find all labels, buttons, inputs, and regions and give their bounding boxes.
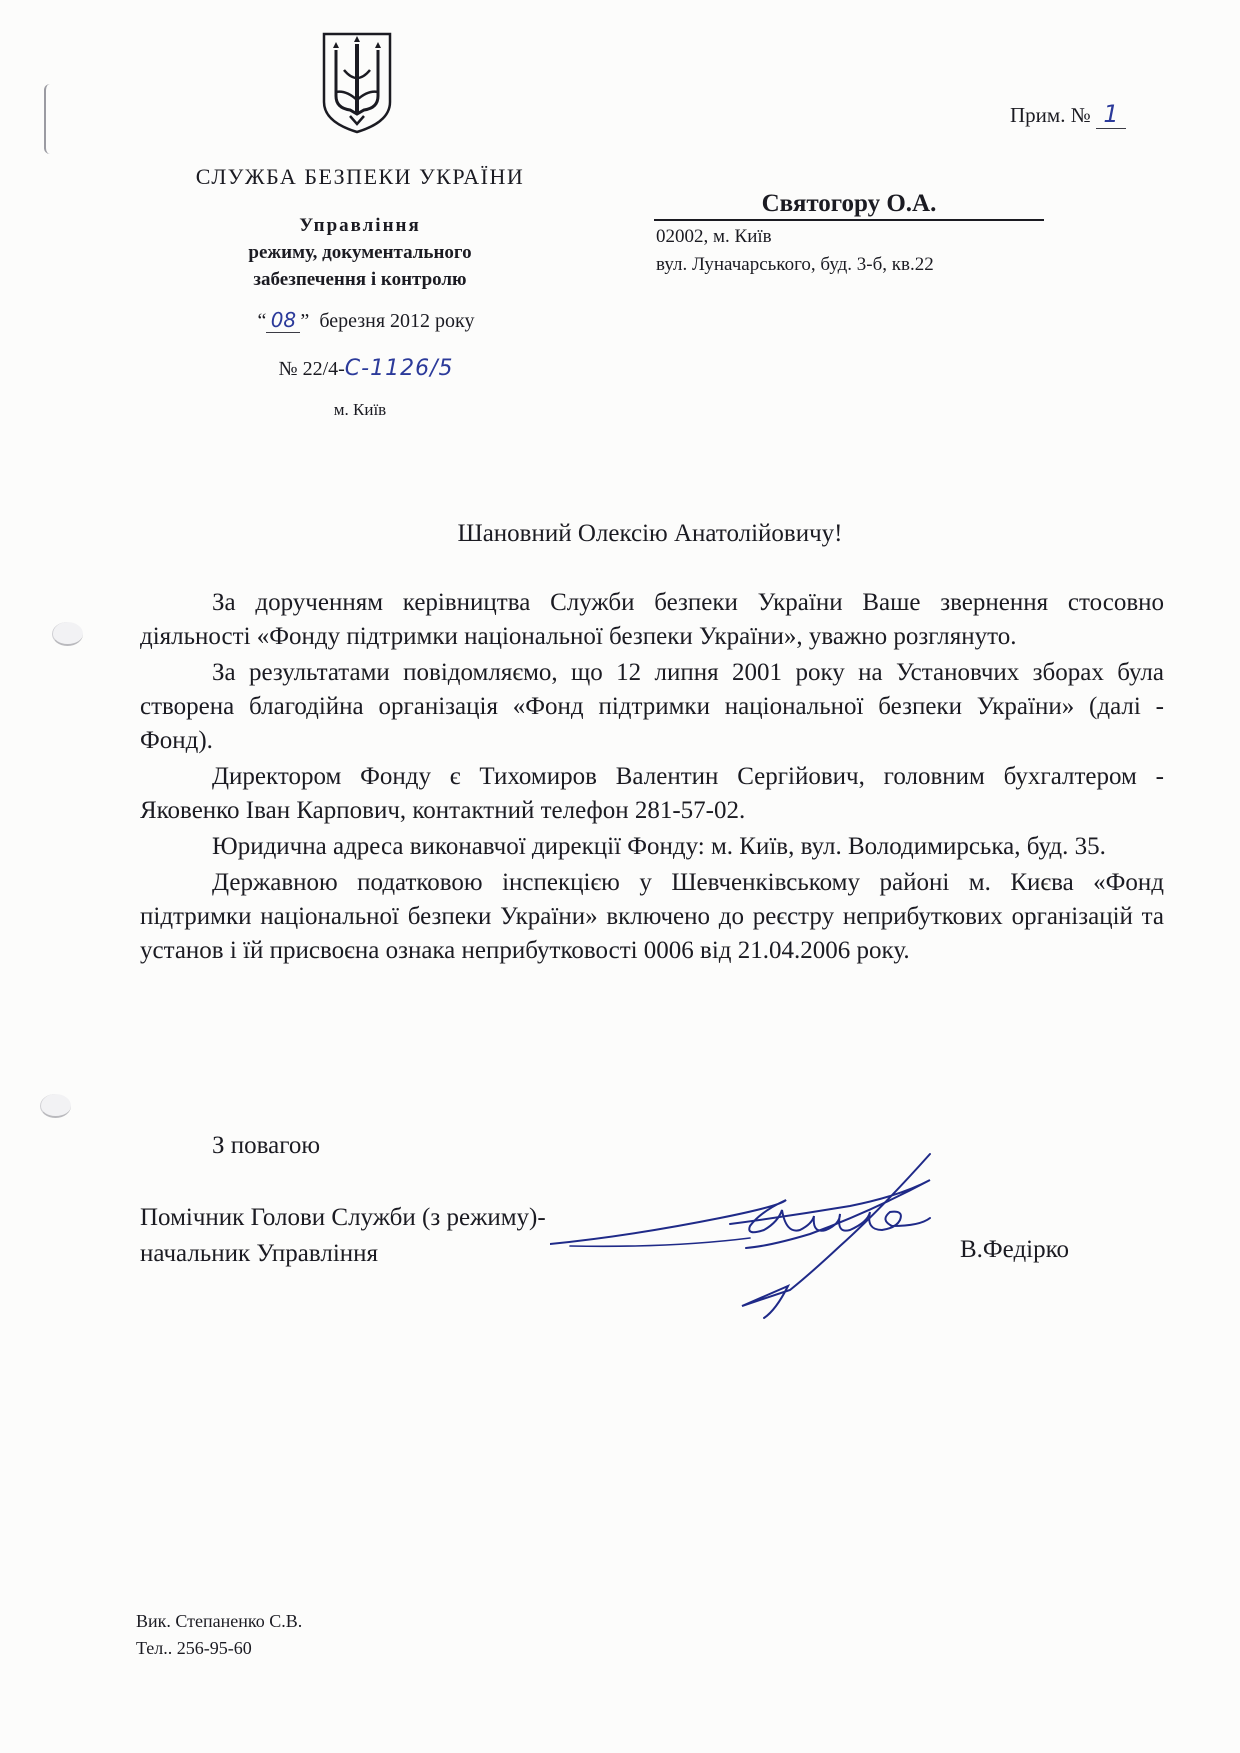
- recipient-name: Святогору О.А.: [654, 190, 1044, 221]
- handwritten-signature: [550, 1150, 950, 1320]
- closing-regards: З повагою: [212, 1132, 321, 1159]
- body-paragraph: Директором Фонду є Тихомиров Валентин Сергійович, головним бухгалтером - Яковенко Іван Карпович, контактний телефон 281-57-02.: [140, 763, 1164, 824]
- body-paragraph: За результатами повідомляємо, що 12 липня 2001 року на Установчих зборах була створена благодійна організація «Фонд підтримки національної безпеки України» (далі - Фонд).: [140, 659, 1164, 754]
- executor-name: Вик. Степаненко С.В.: [136, 1611, 303, 1631]
- date-close-quote: ”: [300, 310, 310, 332]
- registration-number: [196, 356, 536, 381]
- body-paragraph: За дорученням керівництва Служби безпеки України Ваше звернення стосовно діяльності «Фонду підтримки національної безпеки України», уважно розглянуто.: [140, 589, 1164, 650]
- recipient-address-line1: 02002, м. Київ: [656, 226, 772, 247]
- appendix-number: [1010, 100, 1126, 129]
- punch-hole-top: [52, 622, 83, 646]
- sender-city: м. Київ: [333, 400, 387, 419]
- paperclip-mark: [44, 84, 56, 154]
- date-day-handwritten: 08: [266, 308, 300, 333]
- body-paragraph: Юридична адреса виконавчої дирекції Фонду: м. Київ, вул. Володимирська, буд. 35.: [212, 833, 1106, 860]
- department-line-3: забезпечення і контролю: [253, 269, 467, 290]
- agency-name: СЛУЖБА БЕЗПЕКИ УКРАЇНИ: [195, 164, 525, 189]
- date-month-year: березня 2012 року: [319, 310, 475, 332]
- body-paragraph: Державною податковою інспекцією у Шевченківському районі м. Києва «Фонд підтримки національної безпеки України» включено до реєстру неприбуткових організацій та установ і їй присвоєна ознака неприбутковості 0006 від 21.04.2006 року.: [140, 869, 1164, 964]
- registration-prefix: № 22/4-: [278, 358, 345, 380]
- executor-info: [136, 1608, 302, 1662]
- salutation: Шановний Олексію Анатолійовичу!: [457, 520, 843, 547]
- appendix-label: Прим. №: [1010, 103, 1091, 127]
- executor-phone: Тел.. 256-95-60: [136, 1638, 252, 1658]
- department-line-2: режиму, документального: [248, 242, 472, 263]
- punch-hole-bottom: [40, 1094, 71, 1118]
- letter-body: [140, 586, 1164, 970]
- recipient-address-line2: вул. Луначарського, буд. 3-б, кв.22: [656, 254, 934, 275]
- signer-title-line2: начальник Управління: [140, 1240, 379, 1267]
- signer-title-line1: Помічник Голови Служби (з режиму)-: [140, 1204, 546, 1231]
- trident-emblem-icon: [320, 30, 394, 134]
- department-name: [200, 212, 520, 293]
- date-open-quote: “: [257, 310, 267, 332]
- document-date: [196, 308, 536, 333]
- signer-name: В.Федірко: [960, 1236, 1069, 1263]
- appendix-handwritten-number: 1: [1096, 100, 1126, 129]
- department-line-1: Управління: [299, 215, 421, 236]
- registration-handwritten: С-1126/5: [344, 356, 454, 381]
- signer-title: [140, 1200, 546, 1272]
